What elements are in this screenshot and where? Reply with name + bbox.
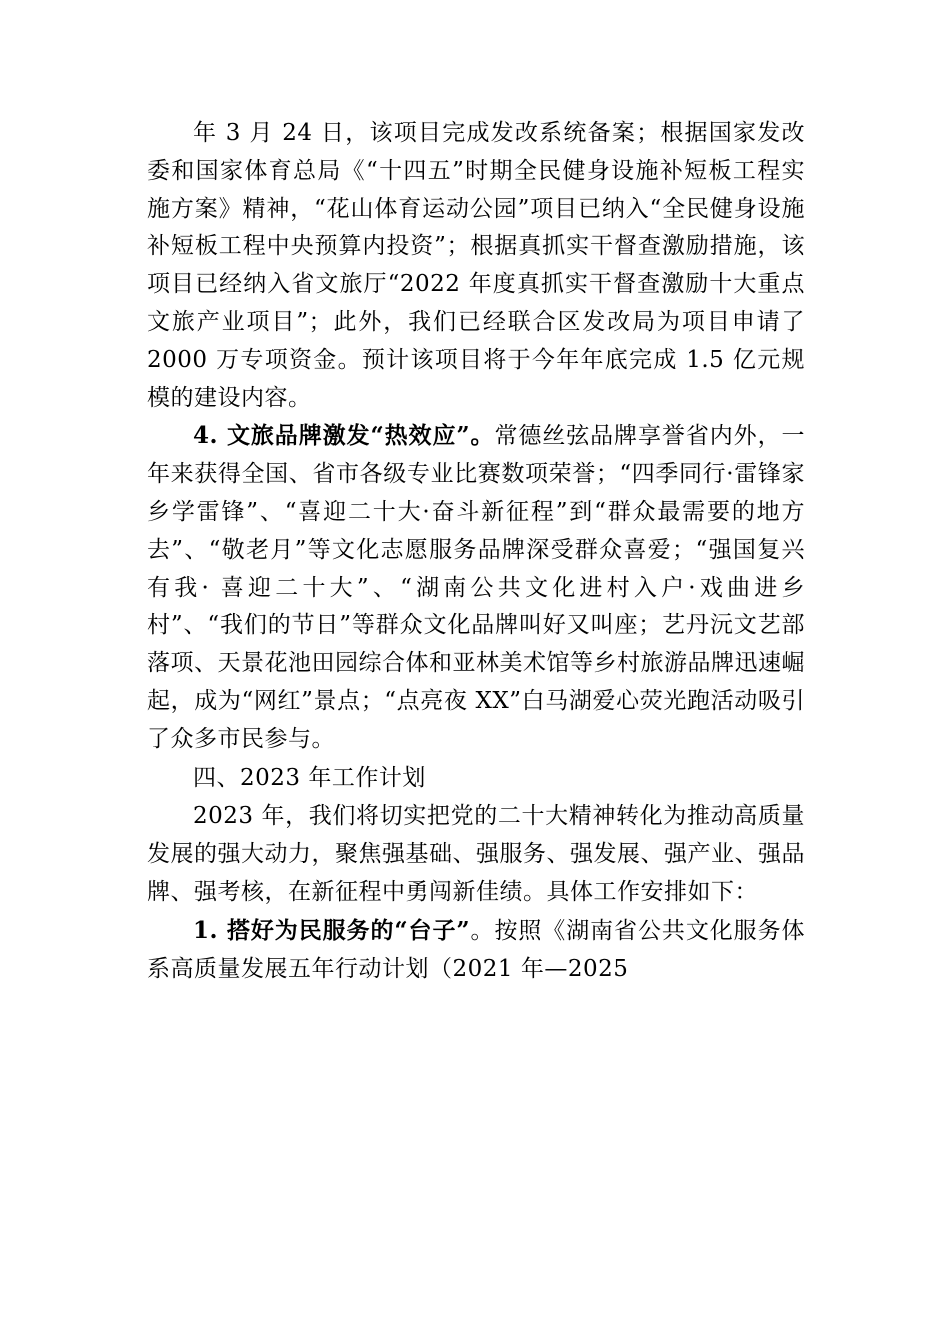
document-body [147, 114, 805, 988]
paragraph-project-progress [147, 114, 805, 417]
paragraph-service-platform [147, 912, 805, 989]
paragraph-lead: 1. 搭好为民服务的“台子” [193, 916, 471, 944]
paragraph-text: 2023 年，我们将切实把党的二十大精神转化为推动高质量发展的强大动力，聚焦强基础、强服务、强发展、强产业、强品牌、强考核，在新征程中勇闯新佳绩。具体工作安排如下： [147, 803, 805, 905]
paragraph-2023-overview [147, 797, 805, 911]
section-heading-2023-plan [147, 759, 805, 798]
paragraph-lead: 4. 文旅品牌激发“热效应”。 [193, 422, 495, 450]
paragraph-text: 常德丝弦品牌享誉省内外，一年来获得全国、省市各级专业比赛数项荣誉；“四季同行·雷锋家乡学雷锋”、“喜迎二十大·奋斗新征程”到“群众最需要的地方去”、“敬老月”等文化志愿服务品牌深受群众喜爱；“强国复兴有我· 喜迎二十大”、“湖南公共文化进村入户·戏曲进乡村”、“我们的节日”等群众文化品牌叫好又叫座；艺丹沅文艺部落项、天景花池田园综合体和亚林美术馆等乡村旅游品牌迅速崛起，成为“网红”景点；“点亮夜 XX”白马湖爱心荧光跑活动吸引了众多市民参与。 [147, 423, 806, 752]
paragraph-text: 年 3 月 24 日，该项目完成发改系统备案；根据国家发改委和国家体育总局《“十四五”时期全民健身设施补短板工程实施方案》精神，“花山体育运动公园”项目已纳入“全民健身设施补短板工程中央预算内投资”；根据真抓实干督查激励措施，该项目已经纳入省文旅厅“2022 年度真抓实干督查激励十大重点文旅产业项目”；此外，我们已经联合区发改局为项目申请了 2000 万专项资金。预计该项目将于今年年底完成 1.5 亿元规模的建设内容。 [147, 120, 805, 411]
paragraph-text: 。按照《湖南省公共文化服务体系高质量发展五年行动计划（2021 年—2025 [147, 917, 805, 982]
paragraph-brand-effect [147, 417, 805, 758]
paragraph-text: 四、2023 年工作计划 [193, 764, 426, 791]
